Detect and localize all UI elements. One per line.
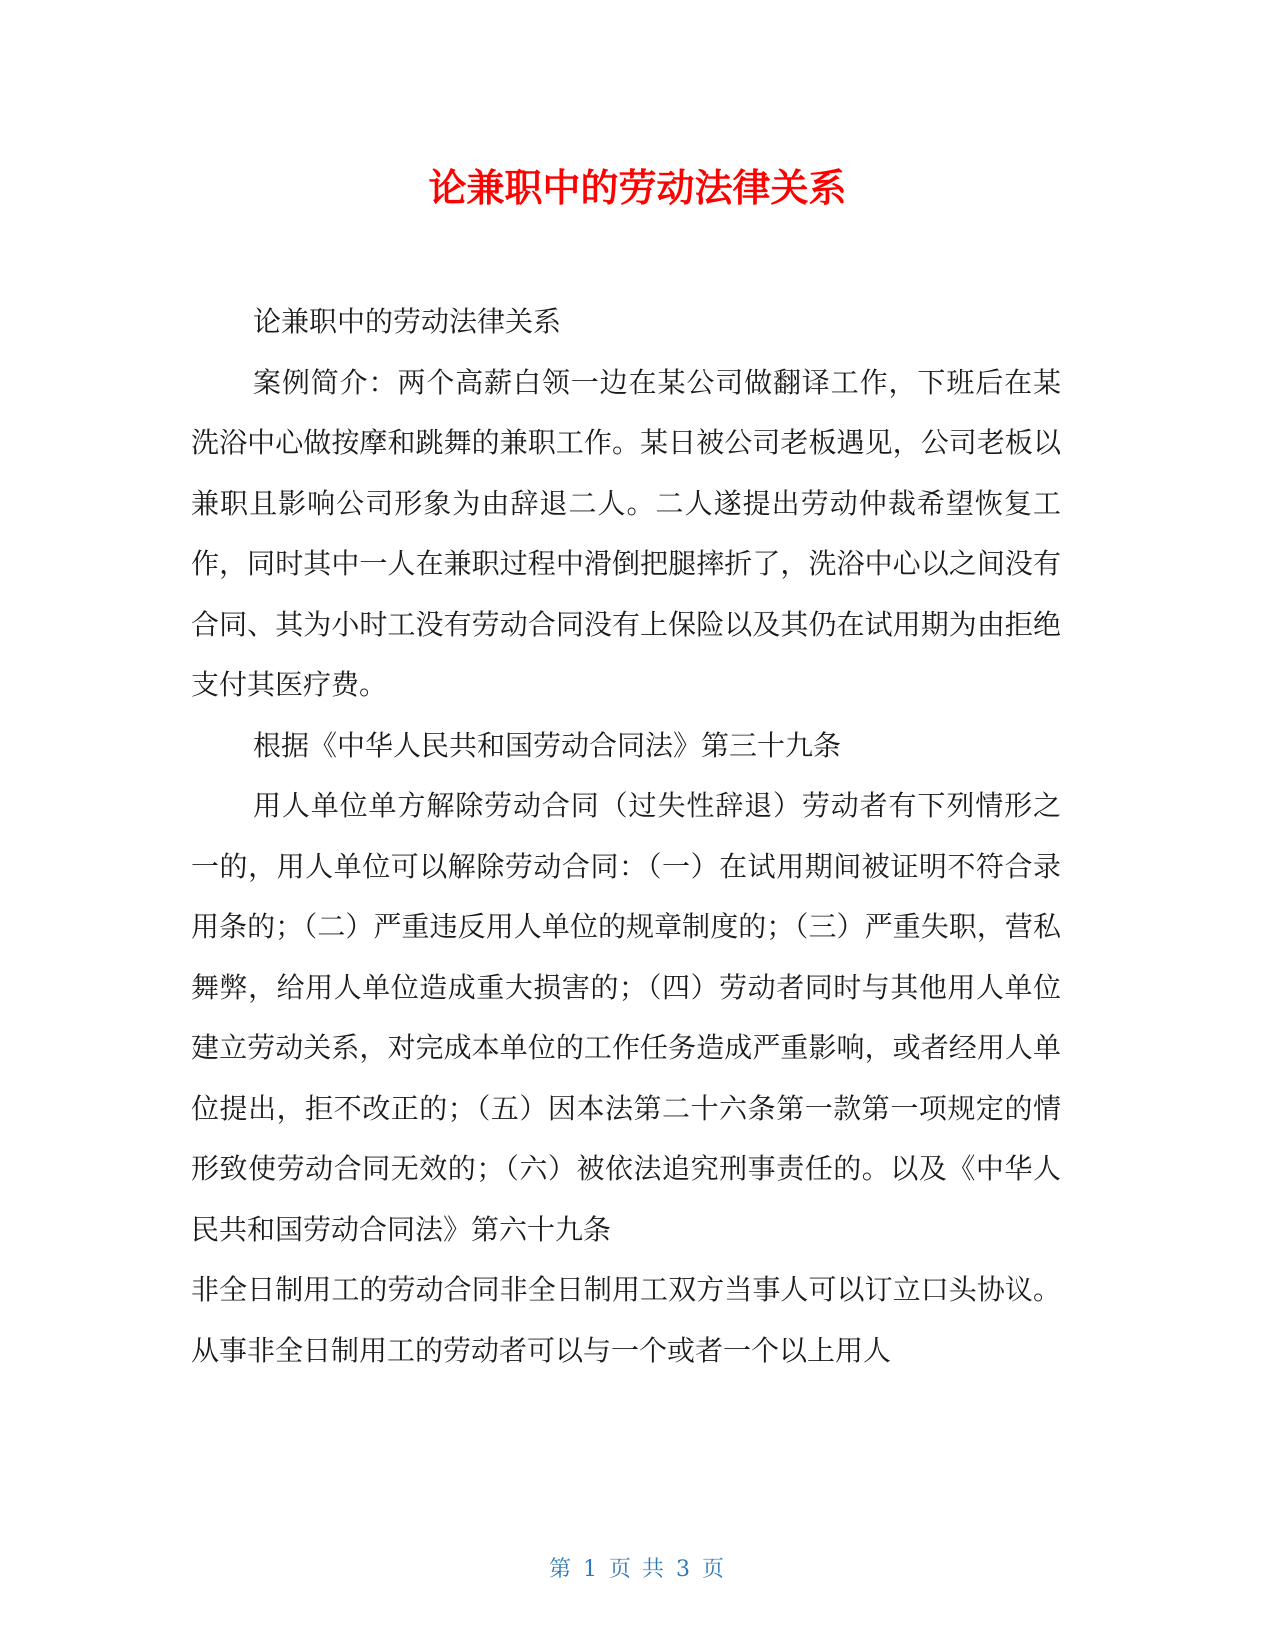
paragraph-subtitle: 论兼职中的劳动法律关系 <box>253 305 562 338</box>
paragraph-article-39: 用人单位单方解除劳动合同（过失性辞退）劳动者有下列情形之一的，用人单位可以解除劳动合同：（一）在试用期间被证明不符合录用条的；（二）严重违反用人单位的规章制度的；（三）严重失职，营私舞弊，给用人单位造成重大损害的；（四）劳动者同时与其他用人单位建立劳动关系，对完成本单位的工作任务造成严重影响，或者经用人单位提出，拒不改正的；（五）因本法第二十六条第一款第一项规定的情形致使劳动合同无效的；（六）被依法追究刑事责任的。以及《中华人民共和国劳动合同法》第六十九条 <box>191 789 1061 1246</box>
document-body <box>191 292 1061 1381</box>
page-footer <box>0 1555 1275 1585</box>
paragraph-article-69: 非全日制用工的劳动合同非全日制用工双方当事人可以订立口头协议。从事非全日制用工的劳动者可以与一个或者一个以上用人 <box>191 1273 1061 1367</box>
paragraph-law-reference: 根据《中华人民共和国劳动合同法》第三十九条 <box>253 728 842 762</box>
footer-suffix: 页 <box>702 1557 727 1582</box>
footer-prefix: 第 <box>548 1557 573 1582</box>
footer-current-page: 1 <box>583 1557 599 1582</box>
footer-middle: 页 共 <box>609 1557 666 1582</box>
footer-total-pages: 3 <box>676 1557 692 1582</box>
paragraph-case-summary: 案例简介：两个高薪白领一边在某公司做翻译工作，下班后在某洗浴中心做按摩和跳舞的兼职工作。某日被公司老板遇见，公司老板以兼职且影响公司形象为由辞退二人。二人遂提出劳动仲裁希望恢复工作，同时其中一人在兼职过程中滑倒把腿摔折了，洗浴中心以之间没有合同、其为小时工没有劳动合同没有上保险以及其仍在试用期为由拒绝支付其医疗费。 <box>191 365 1061 701</box>
document-title: 论兼职中的劳动法律关系 <box>428 166 847 210</box>
